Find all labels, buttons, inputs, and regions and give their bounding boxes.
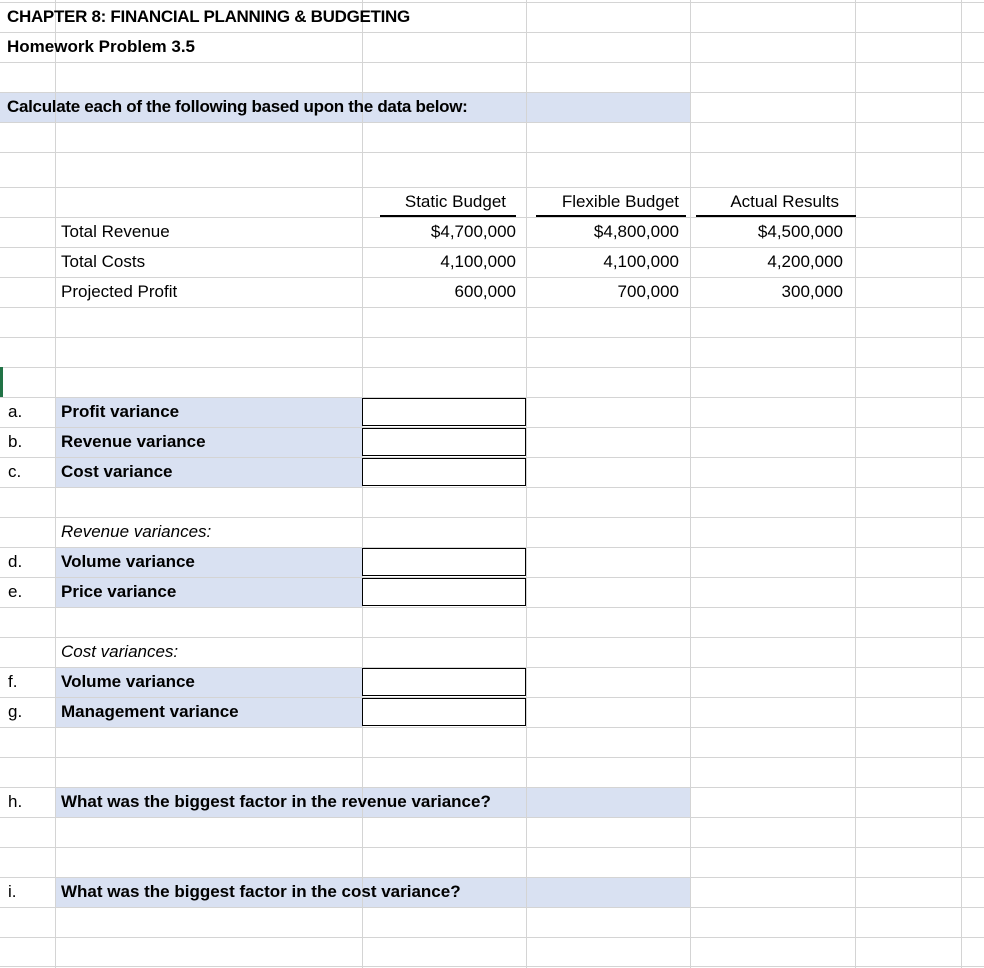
sheet-title[interactable]: CHAPTER 8: FINANCIAL PLANNING & BUDGETING	[7, 7, 410, 26]
sheet-subtitle[interactable]: Homework Problem 3.5	[7, 37, 196, 56]
label-cost-variance[interactable]: Cost variance	[61, 462, 173, 481]
row-label-total-costs[interactable]: Total Costs	[61, 252, 146, 271]
label-revenue-variance[interactable]: Revenue variance	[61, 432, 206, 451]
answer-box-management-variance[interactable]	[362, 698, 526, 726]
total-revenue-static[interactable]: $4,700,000	[430, 222, 516, 241]
projected-profit-flexible[interactable]: 700,000	[617, 282, 679, 301]
letter-f[interactable]: f.	[8, 672, 18, 691]
header-actual-results[interactable]: Actual Results	[730, 192, 839, 211]
header-static-budget[interactable]: Static Budget	[404, 192, 506, 211]
row-label-total-revenue[interactable]: Total Revenue	[61, 222, 170, 241]
label-cost-volume-variance[interactable]: Volume variance	[61, 672, 195, 691]
letter-h[interactable]: h.	[8, 792, 23, 811]
cost-variances-heading[interactable]: Cost variances:	[61, 642, 179, 661]
answer-box-cost-volume-variance[interactable]	[362, 668, 526, 696]
letter-e[interactable]: e.	[8, 582, 23, 601]
answer-box-cost-variance[interactable]	[362, 458, 526, 486]
projected-profit-static[interactable]: 600,000	[454, 282, 516, 301]
instruction-text[interactable]: Calculate each of the following based upon the data below:	[7, 97, 468, 116]
total-revenue-actual[interactable]: $4,500,000	[757, 222, 843, 241]
question-cost-factor[interactable]: What was the biggest factor in the cost variance?	[61, 882, 461, 901]
total-costs-actual[interactable]: 4,200,000	[767, 252, 843, 271]
total-costs-static[interactable]: 4,100,000	[440, 252, 516, 271]
row-selection-marker	[0, 367, 3, 397]
total-costs-flexible[interactable]: 4,100,000	[603, 252, 679, 271]
label-price-variance[interactable]: Price variance	[61, 582, 177, 601]
label-management-variance[interactable]: Management variance	[61, 702, 239, 721]
answer-box-revenue-volume-variance[interactable]	[362, 548, 526, 576]
label-profit-variance[interactable]: Profit variance	[61, 402, 180, 421]
answer-box-profit-variance[interactable]	[362, 398, 526, 426]
answer-box-revenue-variance[interactable]	[362, 428, 526, 456]
letter-g[interactable]: g.	[8, 702, 23, 721]
header-flexible-budget[interactable]: Flexible Budget	[561, 192, 679, 211]
letter-i[interactable]: i.	[8, 882, 17, 901]
projected-profit-actual[interactable]: 300,000	[781, 282, 843, 301]
total-revenue-flexible[interactable]: $4,800,000	[593, 222, 679, 241]
letter-d[interactable]: d.	[8, 552, 23, 571]
revenue-variances-heading[interactable]: Revenue variances:	[61, 522, 212, 541]
label-revenue-volume-variance[interactable]: Volume variance	[61, 552, 195, 571]
answer-box-price-variance[interactable]	[362, 578, 526, 606]
row-label-projected-profit[interactable]: Projected Profit	[61, 282, 178, 301]
letter-c[interactable]: c.	[8, 462, 22, 481]
letter-a[interactable]: a.	[8, 402, 23, 421]
question-revenue-factor[interactable]: What was the biggest factor in the revenue variance?	[61, 792, 491, 811]
letter-b[interactable]: b.	[8, 432, 23, 451]
